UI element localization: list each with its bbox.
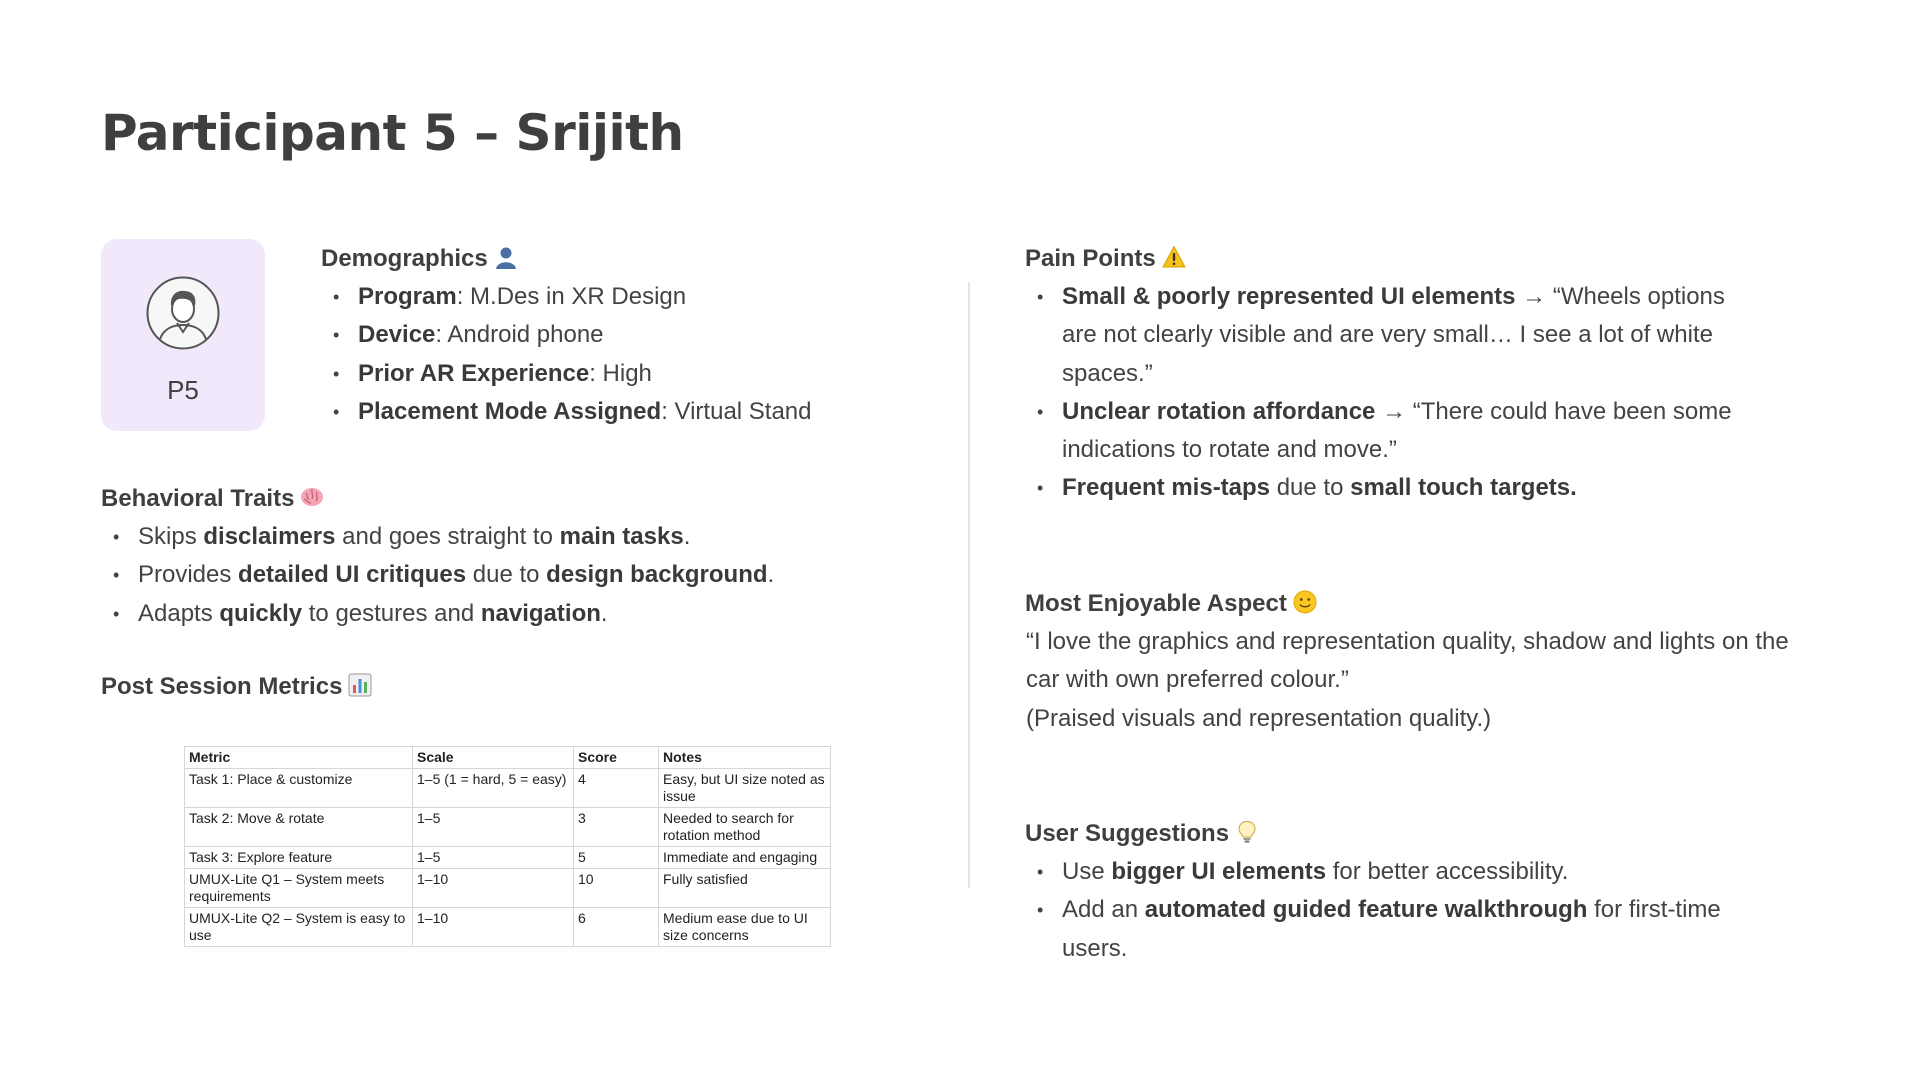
demographics-heading: [321, 240, 518, 278]
table-cell: Task 1: Place & customize: [185, 769, 413, 808]
table-cell: 1–5: [413, 847, 574, 869]
table-header-row: [185, 747, 831, 769]
table-cell: Medium ease due to UI size concerns: [659, 908, 831, 947]
brain-icon: [300, 485, 324, 509]
metrics-heading-text: Post Session Metrics: [101, 673, 343, 700]
list-item: • Program: M.Des in XR Design: [322, 278, 812, 316]
column-header: Score: [574, 747, 659, 769]
metrics-heading: [101, 668, 372, 706]
metrics-table: [184, 746, 831, 947]
table-cell: 3: [574, 808, 659, 847]
enjoyable-quote: “I love the graphics and representation quality, shadow and lights on the car with own preferred colour.”: [1026, 628, 1789, 694]
list-item: • Device: Android phone: [322, 316, 812, 354]
table-cell: Needed to search for rotation method: [659, 808, 831, 847]
suggestions-heading-text: User Suggestions: [1025, 820, 1230, 847]
enjoyable-heading-text: Most Enjoyable Aspect: [1025, 590, 1287, 617]
table-cell: 1–10: [413, 869, 574, 908]
suggestions-list: [1026, 853, 1746, 968]
avatar-icon: [146, 276, 220, 350]
table-cell: Easy, but UI size noted as issue: [659, 769, 831, 808]
smiley-icon: [1293, 590, 1317, 614]
list-item: • Placement Mode Assigned: Virtual Stand: [322, 393, 812, 431]
list-item: • Frequent mis-taps due to small touch targets.: [1026, 469, 1746, 507]
table-cell: 5: [574, 847, 659, 869]
list-item: • Prior AR Experience: High: [322, 355, 812, 393]
avatar-card: [101, 239, 265, 431]
column-header: Metric: [185, 747, 413, 769]
table-cell: 6: [574, 908, 659, 947]
behavioral-list: [102, 518, 774, 633]
demographics-heading-text: Demographics: [321, 245, 488, 272]
list-item: • Small & poorly represented UI elements → “Wheels options are not clearly visible and are very small… I see a lot of white spaces.”: [1026, 278, 1746, 393]
bar-chart-icon: [348, 673, 372, 697]
table-cell: Immediate and engaging: [659, 847, 831, 869]
table-row: [185, 908, 831, 947]
pain-points-list: [1026, 278, 1746, 508]
table-row: [185, 869, 831, 908]
column-header: Scale: [413, 747, 574, 769]
list-item: • Skips disclaimers and goes straight to main tasks.: [102, 518, 774, 556]
table-cell: 4: [574, 769, 659, 808]
lightbulb-icon: [1235, 820, 1259, 844]
enjoyable-heading: [1025, 585, 1317, 623]
enjoyable-note: (Praised visuals and representation quality.): [1026, 705, 1492, 732]
list-item: • Adapts quickly to gestures and navigation.: [102, 595, 774, 633]
suggestions-heading: [1025, 815, 1259, 853]
column-divider: [968, 282, 970, 888]
list-item: • Unclear rotation affordance → “There could have been some indications to rotate and move.”: [1026, 393, 1746, 470]
table-cell: 10: [574, 869, 659, 908]
avatar-label: P5: [167, 375, 199, 405]
table-cell: Fully satisfied: [659, 869, 831, 908]
pain-points-heading-text: Pain Points: [1025, 245, 1156, 272]
table-cell: 1–5: [413, 808, 574, 847]
list-item: • Add an automated guided feature walkthrough for first-time users.: [1026, 891, 1746, 968]
demographics-list: [322, 278, 812, 431]
table-cell: Task 3: Explore feature: [185, 847, 413, 869]
pain-points-heading: [1025, 240, 1186, 278]
table-cell: 1–10: [413, 908, 574, 947]
table-row: [185, 769, 831, 808]
column-header: Notes: [659, 747, 831, 769]
table-row: [185, 808, 831, 847]
warning-icon: [1162, 245, 1186, 269]
table-cell: Task 2: Move & rotate: [185, 808, 413, 847]
page-title: Participant 5 – Srijith: [101, 104, 684, 162]
table-cell: UMUX-Lite Q2 – System is easy to use: [185, 908, 413, 947]
list-item: • Provides detailed UI critiques due to design background.: [102, 556, 774, 594]
table-cell: 1–5 (1 = hard, 5 = easy): [413, 769, 574, 808]
table-row: [185, 847, 831, 869]
table-cell: UMUX-Lite Q1 – System meets requirements: [185, 869, 413, 908]
list-item: • Use bigger UI elements for better accessibility.: [1026, 853, 1746, 891]
behavioral-heading-text: Behavioral Traits: [101, 485, 295, 512]
person-icon: [494, 245, 518, 269]
behavioral-heading: [101, 480, 324, 518]
